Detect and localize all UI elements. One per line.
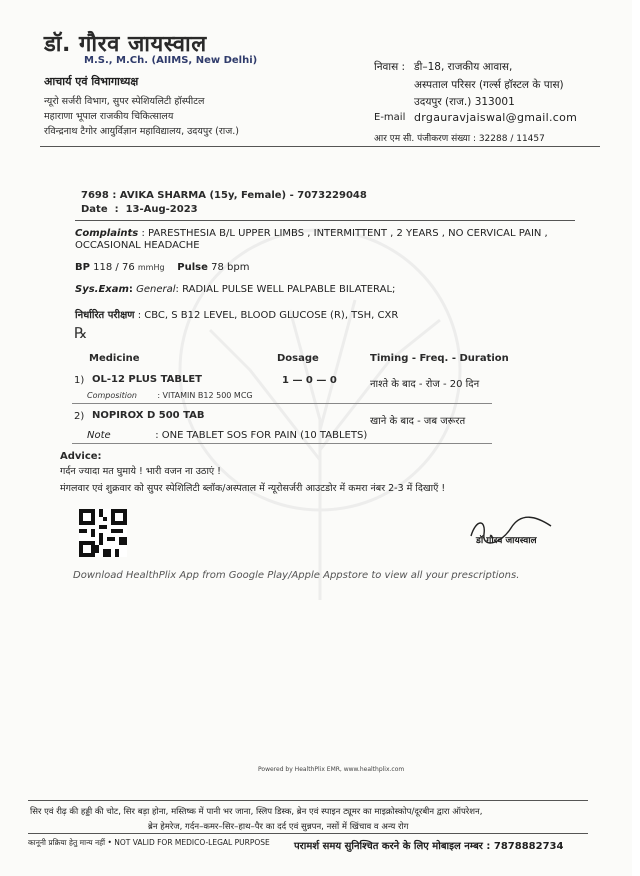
vitals-row	[75, 262, 249, 273]
footer-divider	[28, 833, 588, 834]
email-label: E-mail	[374, 112, 406, 123]
table-row-divider	[72, 443, 492, 444]
complaints-text: : PARESTHESIA B/L UPPER LIMBS , INTERMITTENT , 2 YEARS , NO CERVICAL PAIN ,	[141, 228, 548, 239]
date-label: Date	[81, 204, 108, 215]
sys-exam-label: Sys.Exam	[75, 284, 129, 295]
address-line: उदयपुर (राज.) 313001	[414, 96, 515, 108]
services-line: ब्रेन हेमरेज, गर्दन–कमर–सिर–हाथ–पैर का दर्द एवं सुन्नपन, नसों में खिंचाव व अन्य रोग	[148, 822, 409, 832]
composition-value: : VITAMIN B12 500 MCG	[157, 391, 253, 400]
medicine-number: 1)	[74, 375, 85, 386]
residence-label: निवास :	[374, 61, 406, 73]
complaints-row	[75, 228, 548, 239]
medicine-dosage: 1 — 0 — 0	[282, 375, 337, 386]
investigations-row	[75, 307, 398, 321]
doctor-name: डॉ. गौरव जायस्वाल	[44, 32, 207, 57]
affiliation-line: न्यूरो सर्जरी विभाग, सुपर स्पेशियलिटी हॉस्पीटल	[44, 96, 205, 107]
bp-value: 118 / 76	[93, 262, 135, 273]
investigations-text: : CBC, S B12 LEVEL, BLOOD GLUCOSE (R), TSH, CXR	[137, 310, 399, 321]
medicine-header: Medicine	[89, 353, 140, 364]
visit-date: 13-Aug-2023	[125, 204, 198, 215]
table-row-divider	[72, 403, 492, 404]
visit-date-row: Date : 13-Aug-2023	[81, 204, 198, 215]
medicine-timing: खाने के बाद - जब जरूरत	[370, 416, 466, 427]
bp-label: BP	[75, 262, 90, 273]
signature-name: डॉ गौरव जायस्वाल	[476, 536, 537, 546]
rx-icon: ℞	[74, 324, 88, 342]
registration-number: आर एम सी. पंजीकरण संख्या : 32288 / 11457	[374, 134, 545, 144]
medicine-name: NOPIROX D 500 TAB	[92, 410, 205, 421]
address-line: डी–18, राजकीय आवास,	[414, 61, 513, 73]
medicine-composition-row	[87, 391, 253, 400]
email-address: drgauravjaiswal@gmail.com	[414, 111, 578, 124]
patient-info: 7698 : AVIKA SHARMA (15y, Female) - 7073229048	[81, 190, 367, 201]
medicine-name: OL-12 PLUS TABLET	[92, 374, 202, 385]
affiliation-line: रविन्द्रनाथ टैगोर आयुर्विज्ञान महाविद्यालय, उदयपुर (राज.)	[44, 126, 239, 137]
timing-header: Timing - Freq. - Duration	[370, 353, 509, 364]
contact-note: परामर्श समय सुनिश्चित करने के लिए मोबाइल नम्बर : 7878882734	[294, 841, 564, 852]
affiliation-line: महाराणा भूपाल राजकीय चिकित्सालय	[44, 111, 174, 122]
composition-label: Composition	[87, 391, 137, 400]
download-app-note: Download HealthPlix App from Google Play/Apple Appstore to view all your prescriptions.	[73, 570, 520, 581]
complaints-label: Complaints	[75, 228, 139, 239]
legal-note: कानूनी प्रक्रिया हेतु मान्य नहीं • NOT VALID FOR MEDICO-LEGAL PURPOSE	[28, 838, 270, 847]
note-label: Note	[87, 430, 111, 441]
pulse-value: 78 bpm	[211, 262, 250, 273]
complaints-text-continued: OCCASIONAL HEADACHE	[75, 240, 200, 251]
doctor-role: आचार्य एवं विभागाध्यक्ष	[44, 75, 139, 88]
services-line: सिर एवं रीढ़ की हड्डी की चोट, सिर बड़ा होना, मस्तिष्क में पानी भर जाना, स्लिप डिस्क, ब्रेन एवं स्पाइन ट्यूमर का माइक्रोस्कोप/दूरबीन द्वारा ऑपरेशन,	[30, 807, 483, 817]
advice-label: Advice:	[60, 451, 102, 462]
qr-code-icon	[79, 509, 127, 557]
sys-exam-text: : RADIAL PULSE WELL PALPABLE BILATERAL;	[175, 284, 396, 295]
footer-divider	[28, 800, 588, 801]
medicine-timing: नाश्ते के बाद - रोज - 20 दिन	[370, 379, 480, 390]
header-divider	[40, 146, 600, 147]
dosage-header: Dosage	[277, 353, 319, 364]
doctor-degrees: M.S., M.Ch. (AIIMS, New Delhi)	[84, 55, 258, 66]
address-line: अस्पताल परिसर (गर्ल्स हॉस्टल के पास)	[414, 79, 564, 91]
pulse-label: Pulse	[177, 262, 208, 273]
advice-line: गर्दन ज्यादा मत घुमाये ! भारी वजन ना उठाएं !	[60, 466, 221, 477]
patient-divider	[75, 220, 575, 221]
bp-unit: mmHg	[137, 263, 165, 272]
medicine-number: 2)	[74, 411, 85, 422]
note-value: : ONE TABLET SOS FOR PAIN (10 TABLETS)	[155, 430, 368, 441]
investigations-label: निर्धारित परीक्षण	[75, 310, 135, 321]
general-label: General	[136, 284, 176, 295]
medicine-note-row	[87, 430, 367, 441]
powered-by: Powered by HealthPlix EMR, www.healthplix.com	[258, 766, 405, 773]
sys-exam-row: Sys.Exam: General: RADIAL PULSE WELL PALPABLE BILATERAL;	[75, 284, 396, 295]
advice-line: मंगलवार एवं शुक्रवार को सुपर स्पेशिलिटी ब्लॉक/अस्पताल में न्यूरोसर्जरी आउटडोर में कमरा नंबर 2-3 में दिखाएँ !	[60, 483, 446, 494]
